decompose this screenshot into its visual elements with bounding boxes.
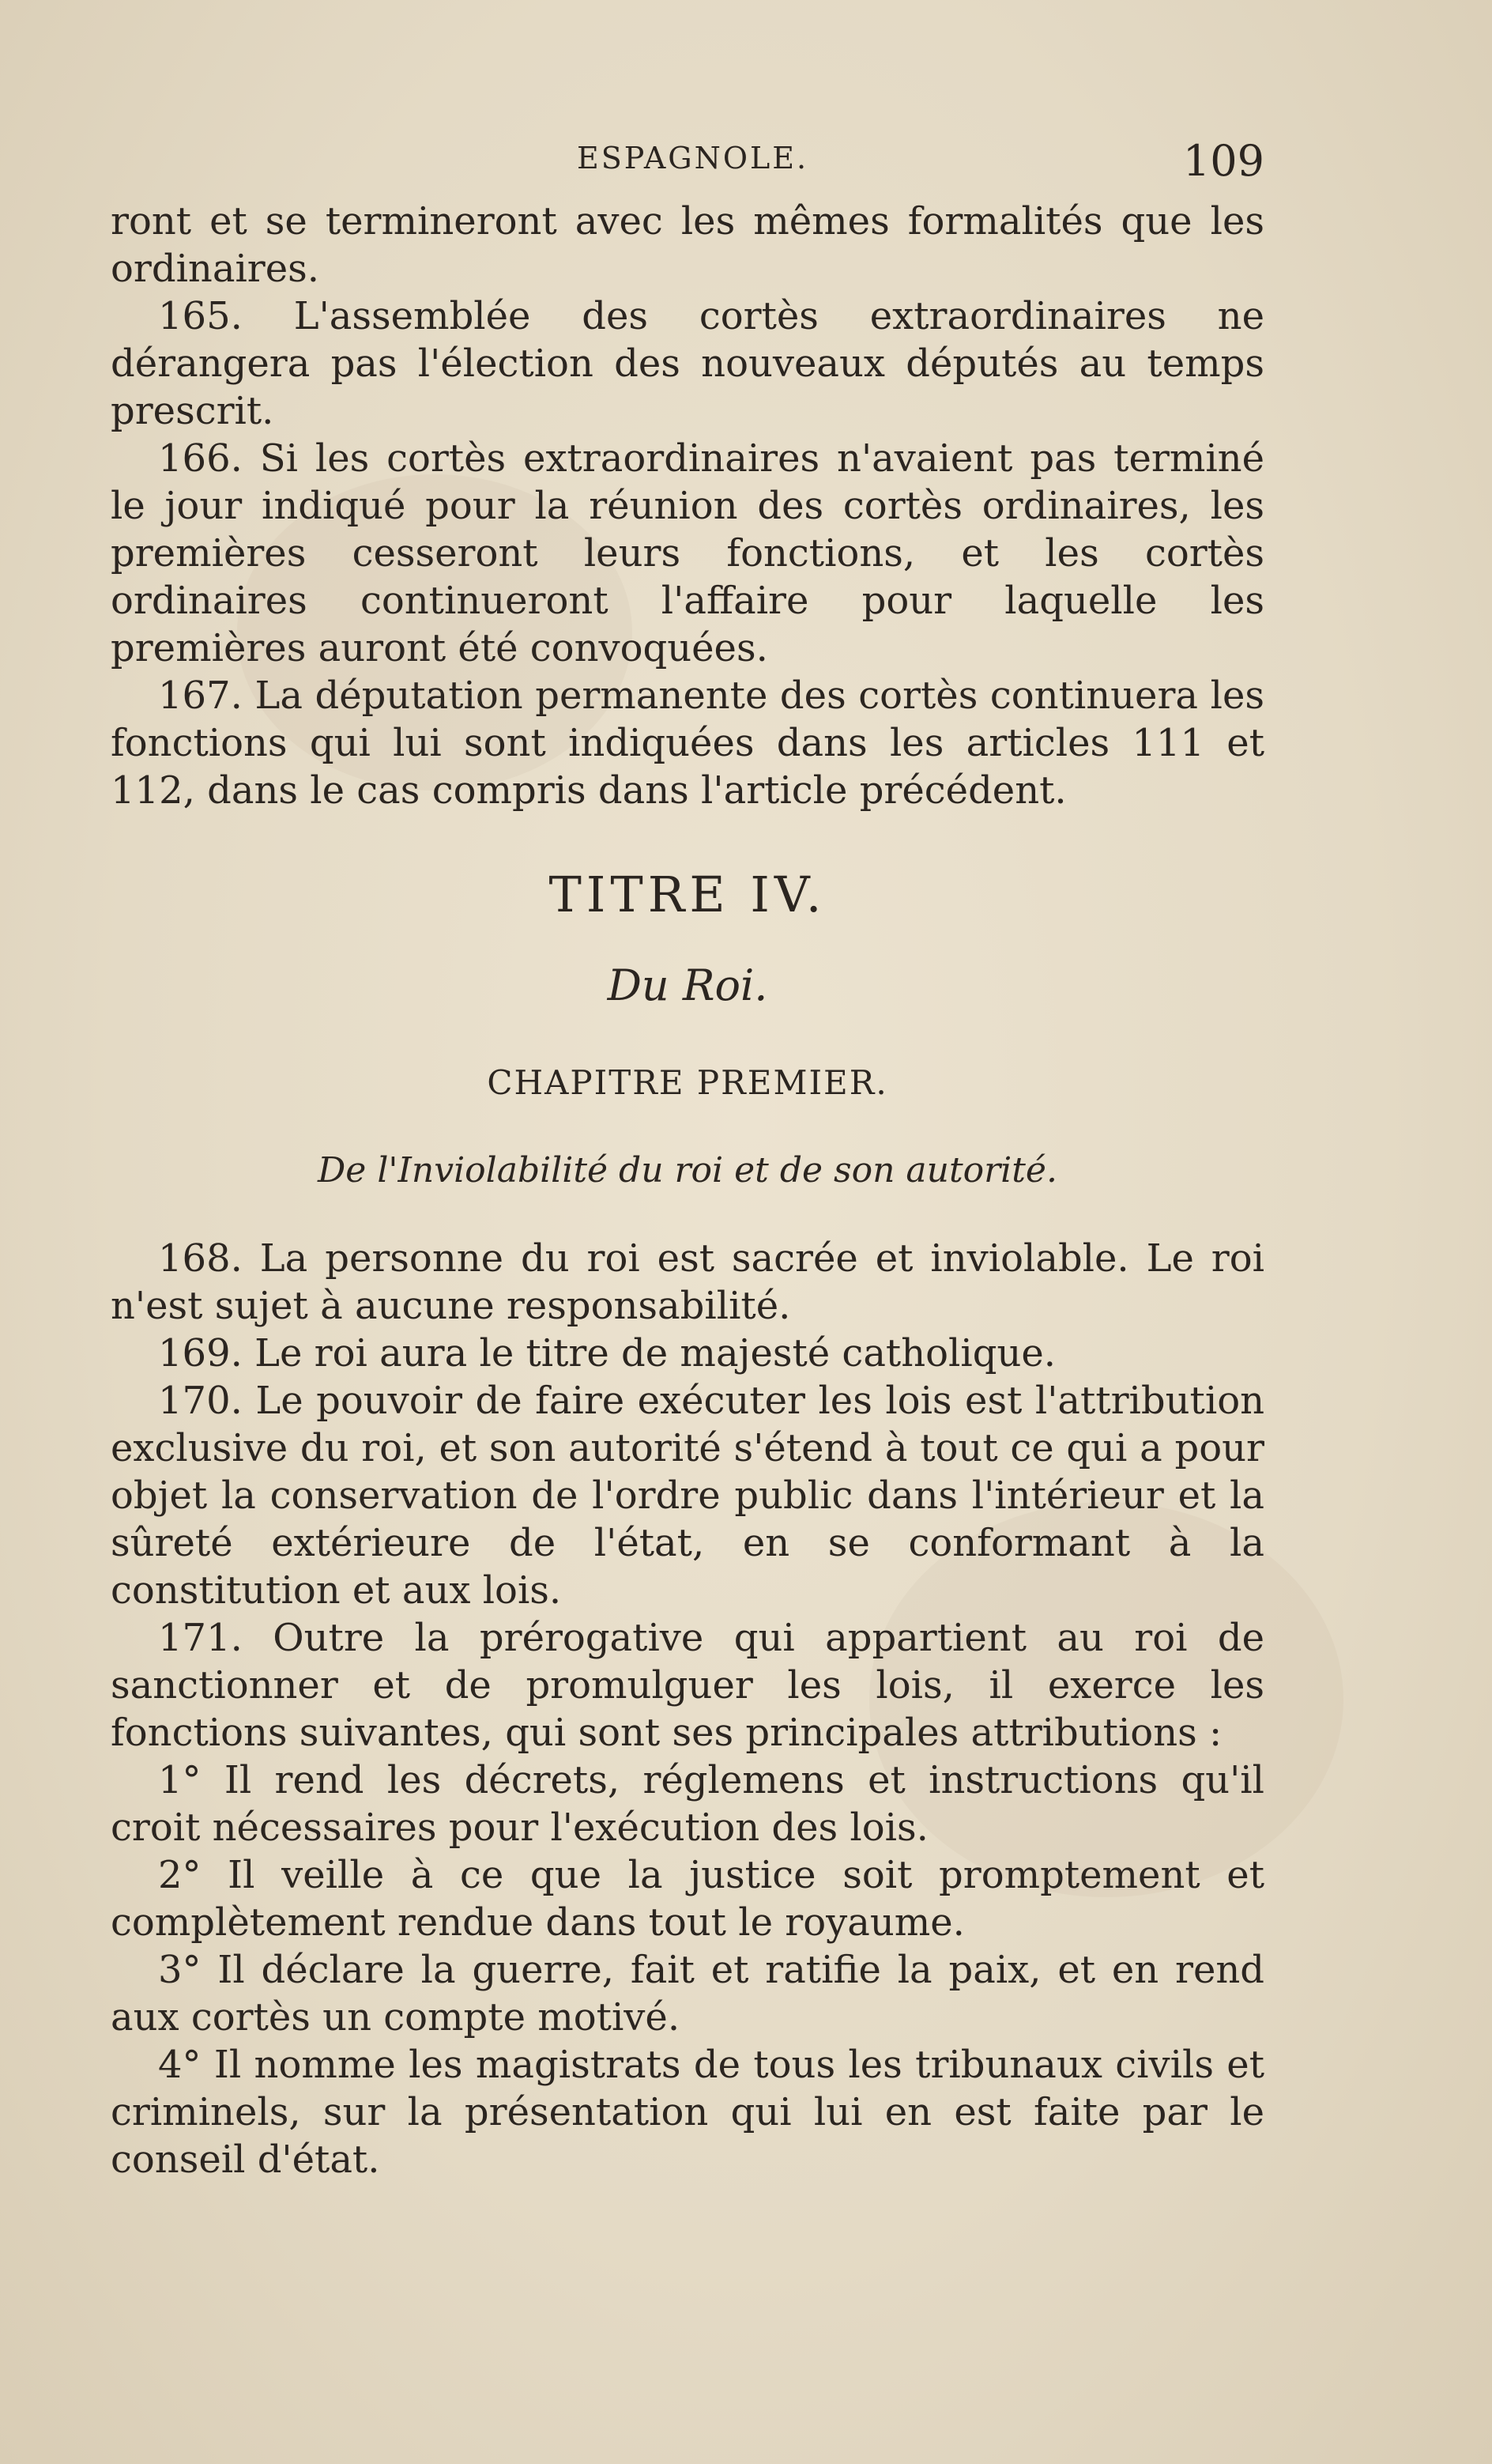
- paragraph: 4° Il nomme les magistrats de tous les tribunaux civils et criminels, sur la présentation qui lui en est faite par le conseil d'état.: [111, 2043, 1264, 2182]
- paragraph: 171. Outre la prérogative qui appartient au roi de sanctionner et de promulguer les lois, il exerce les fonctions suivantes, qui sont ses principales attributions :: [111, 1616, 1264, 1755]
- paragraph: 167. La députation permanente des cortès continuera les fonctions qui lui sont indiquées dans les articles 111 et 112, dans le cas compris dans l'article précédent.: [111, 674, 1264, 813]
- page-number: 109: [1182, 136, 1264, 186]
- paragraph: 1° Il rend les décrets, réglemens et instructions qu'il croit nécessaires pour l'exécution des lois.: [111, 1758, 1264, 1850]
- text-block-articles-168-171: [111, 1235, 1264, 2183]
- chapitre-heading: CHAPITRE PREMIER.: [487, 1063, 888, 1102]
- paragraph: 168. La personne du roi est sacrée et inviolable. Le roi n'est sujet à aucune responsabilité.: [111, 1236, 1264, 1328]
- text-block-articles-165-167: [111, 198, 1264, 814]
- du-roi-heading: Du Roi.: [607, 960, 768, 1010]
- titre-heading: TITRE IV.: [548, 866, 827, 923]
- paragraph: 169. Le roi aura le titre de majesté catholique.: [158, 1331, 1057, 1375]
- paragraph: 3° Il déclare la guerre, fait et ratifie la paix, et en rend aux cortès un compte motivé.: [111, 1948, 1264, 2039]
- running-head: [111, 136, 1264, 188]
- paragraph: 165. L'assemblée des cortès extraordinaires ne dérangera pas l'élection des nouveaux députés au temps prescrit.: [111, 294, 1264, 433]
- running-title: ESPAGNOLE.: [577, 141, 809, 175]
- paragraph: 166. Si les cortès extraordinaires n'avaient pas terminé le jour indiqué pour la réunion des cortès ordinaires, les premières cesseront leurs fonctions, et les cortès ordinaires continueront l'affaire pour laquelle les premières auront été convoquées.: [111, 436, 1264, 670]
- chapitre-subtitle: De l'Inviolabilité du roi et de son autorité.: [318, 1150, 1057, 1190]
- paragraph: 170. Le pouvoir de faire exécuter les lois est l'attribution exclusive du roi, et son autorité s'étend à tout ce qui a pour objet la conservation de l'ordre public dans l'intérieur et la sûreté extérieure de l'état, en se conformant à la constitution et aux lois.: [111, 1379, 1264, 1613]
- paragraph: ront et se termineront avec les mêmes formalités que les ordinaires.: [111, 199, 1264, 291]
- paragraph: 2° Il veille à ce que la justice soit promptement et complètement rendue dans tout le royaume.: [111, 1853, 1264, 1945]
